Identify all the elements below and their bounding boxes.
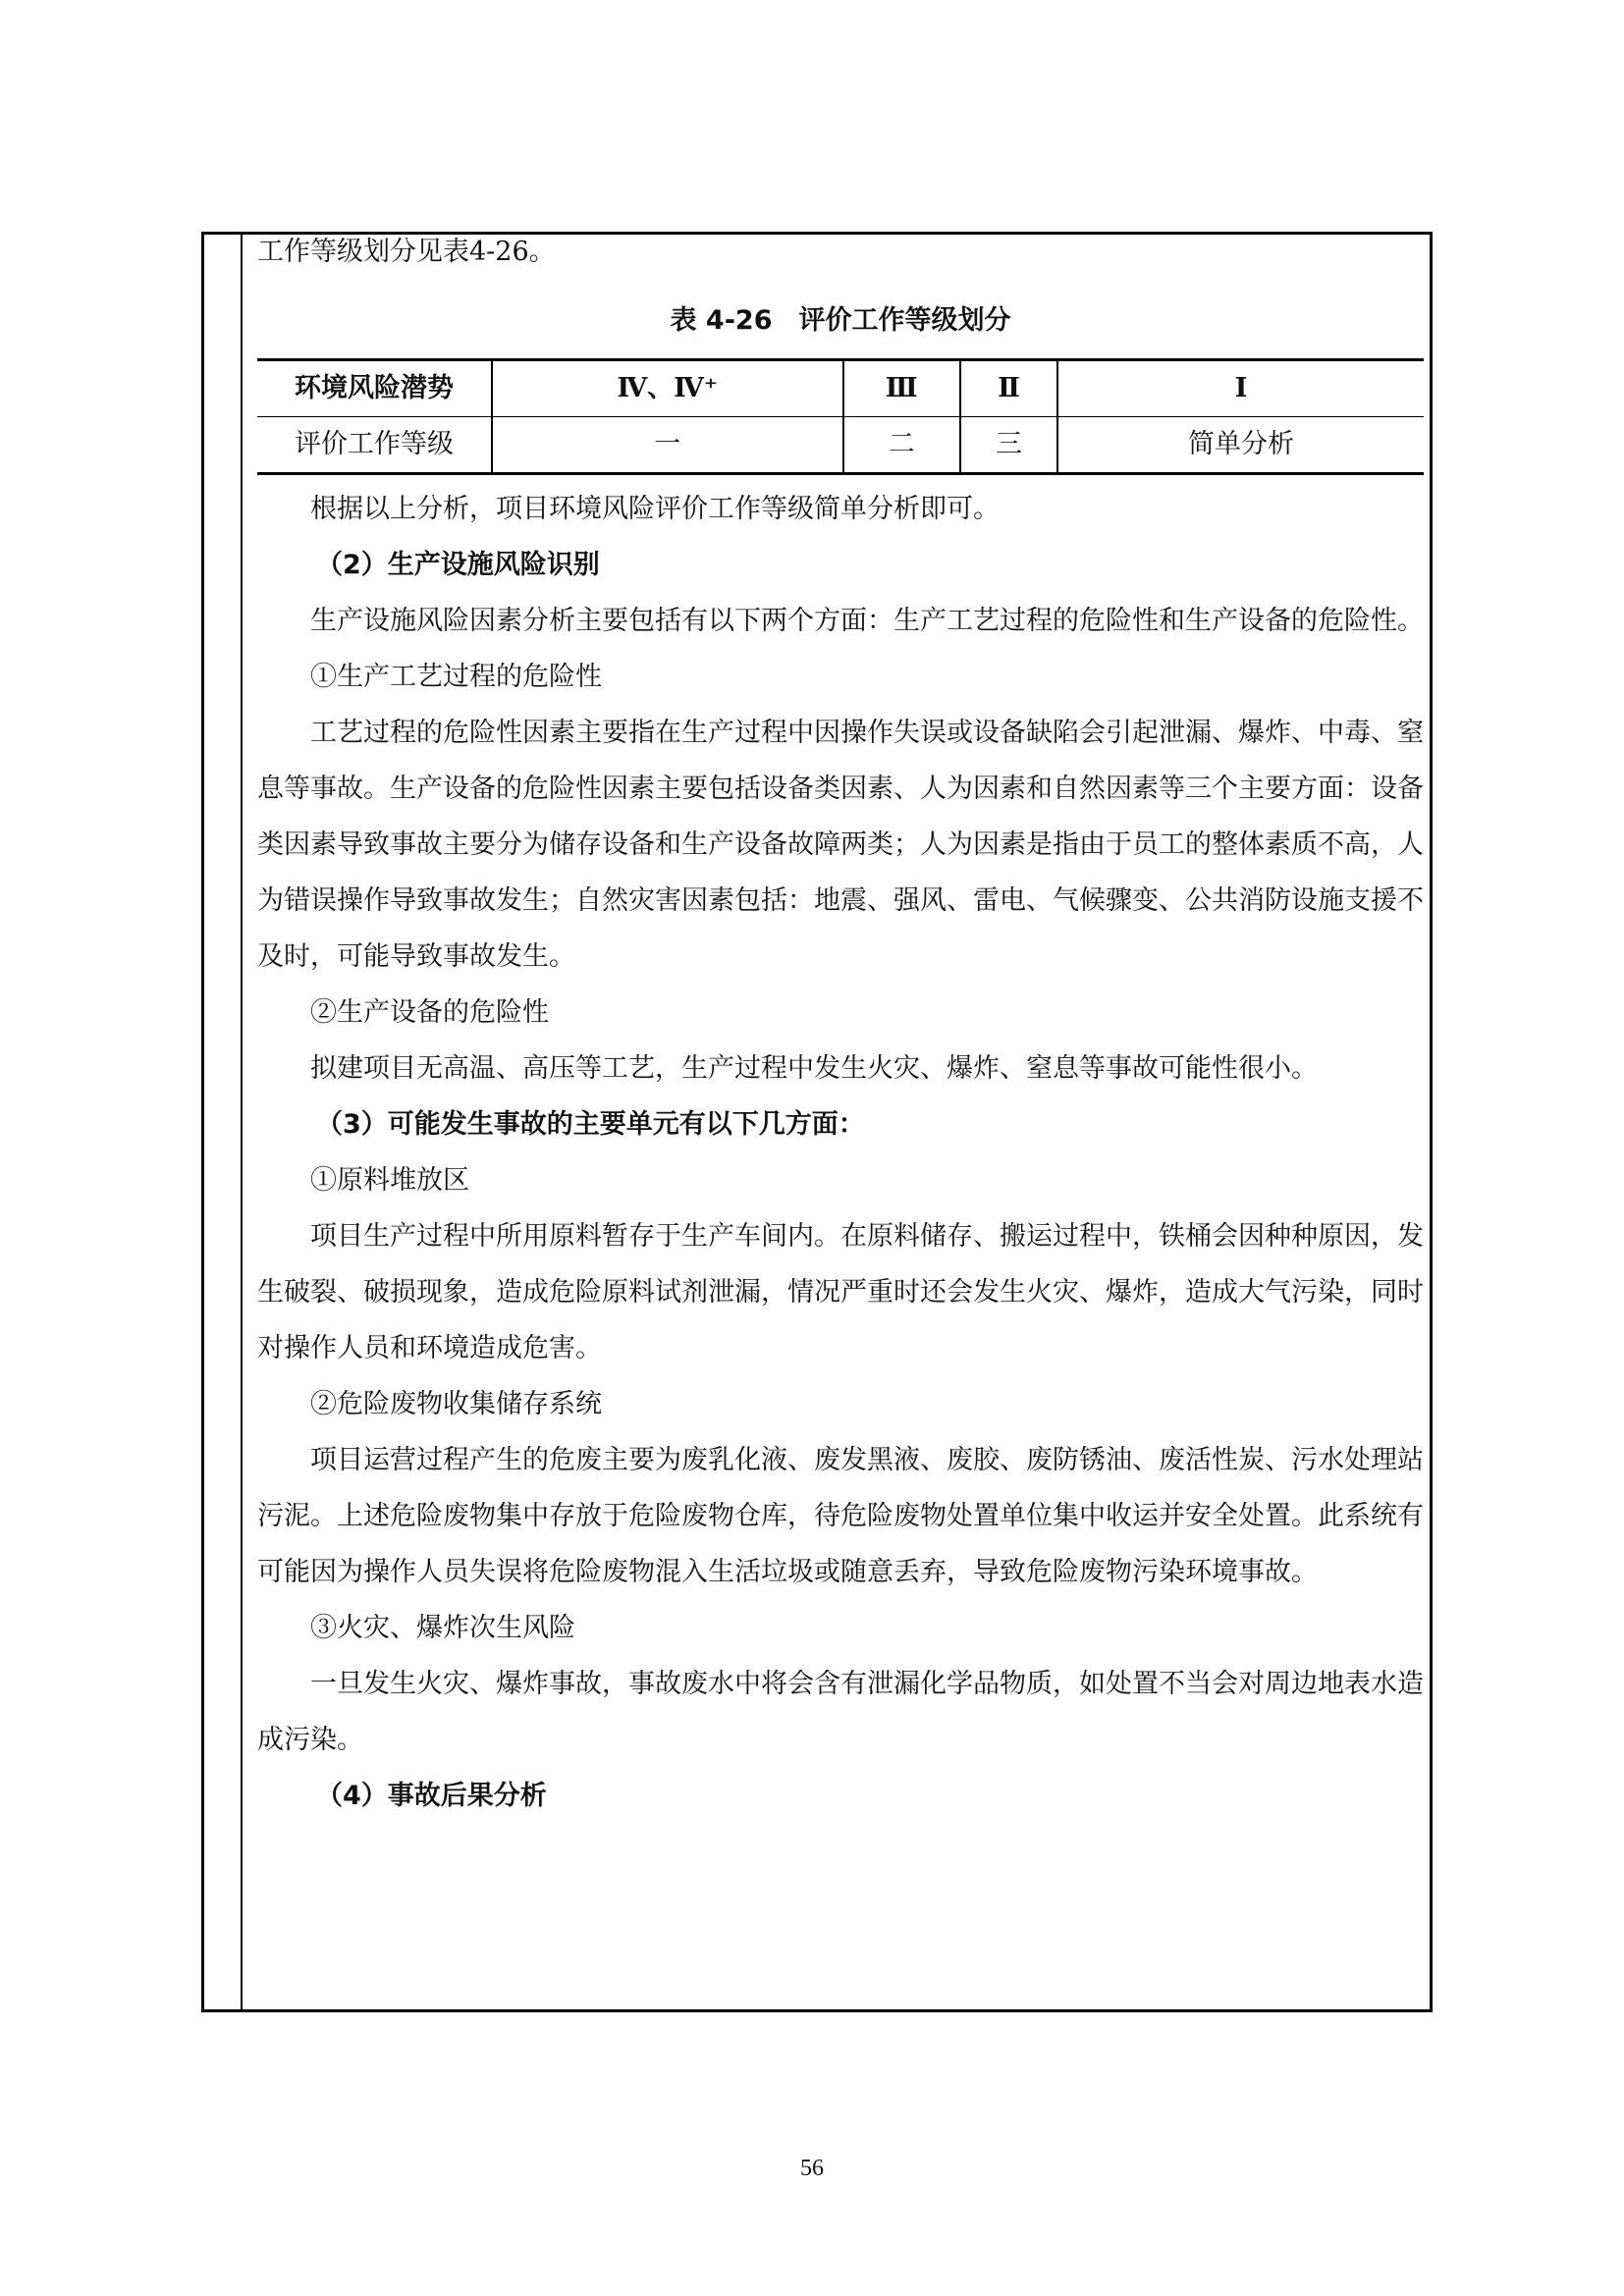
paragraph-list <box>257 481 1424 1824</box>
table-cell: 一 <box>492 417 843 474</box>
paragraph: 拟建项目无高温、高压等工艺，生产过程中发生火灾、爆炸、窒息等事故可能性很小。 <box>310 1053 1318 1084</box>
table-row <box>257 417 1424 474</box>
paragraph: ③火灾、爆炸次生风险 <box>310 1613 575 1643</box>
header-cell: Ⅰ <box>1057 360 1424 417</box>
paragraph: ②危险废物收集储存系统 <box>310 1389 602 1419</box>
paragraph: 工艺过程的危险性因素主要指在生产过程中因操作失误或设备缺陷会引起泄漏、爆炸、中毒、窒息等事故。生产设备的危险性因素主要包括设备类因素、人为因素和自然因素等三个主要方面：设备类因素导致事故主要分为储存设备和生产设备故障两类；人为因素是指由于员工的整体素质不高，人为错误操作导致事故发生；自然灾害因素包括：地震、强风、雷电、气候骤变、公共消防设施支援不及时，可能导致事故发生。 <box>257 718 1424 972</box>
header-cell: Ⅳ、Ⅳ⁺ <box>492 360 843 417</box>
intro-line: 工作等级划分见表4-26。 <box>257 237 556 267</box>
table-cell: 二 <box>843 417 960 474</box>
grade-table <box>257 358 1424 475</box>
paragraph: ①生产工艺过程的危险性 <box>310 662 602 692</box>
paragraph: 根据以上分析，项目环境风险评价工作等级简单分析即可。 <box>310 494 1000 524</box>
paragraph: ①原料堆放区 <box>310 1165 469 1196</box>
table-cell: 评价工作等级 <box>295 429 454 459</box>
header-cell: 环境风险潜势 <box>257 360 492 417</box>
section-heading: （3）可能发生事故的主要单元有以下几方面： <box>316 1109 865 1140</box>
section-heading: （4）事故后果分析 <box>316 1781 547 1811</box>
table-cell: 简单分析 <box>1057 417 1424 474</box>
header-cell: Ⅱ <box>960 360 1057 417</box>
frame-divider <box>241 232 243 2012</box>
table-cell: 三 <box>960 417 1057 474</box>
document-body <box>257 232 1424 1824</box>
paragraph: 一旦发生火灾、爆炸事故，事故废水中将会含有泄漏化学品物质，如处置不当会对周边地表水造成污染。 <box>257 1669 1424 1755</box>
page-number: 56 <box>800 2156 824 2181</box>
table-header-row <box>257 360 1424 417</box>
paragraph: 项目运营过程产生的危废主要为废乳化液、废发黑液、废胶、废防锈油、废活性炭、污水处理站污泥。上述危险废物集中存放于危险废物仓库，待危险废物处置单位集中收运并安全处置。此系统有可能因为操作人员失误将危险废物混入生活垃圾或随意丢弃，导致危险废物污染环境事故。 <box>257 1445 1424 1587</box>
section-heading: （2）生产设施风险识别 <box>316 550 600 580</box>
paragraph: 生产设施风险因素分析主要包括有以下两个方面：生产工艺过程的危险性和生产设备的危险性。 <box>310 606 1424 636</box>
paragraph: ②生产设备的危险性 <box>310 997 549 1028</box>
table-caption: 表 4-26 评价工作等级划分 <box>670 305 1011 336</box>
header-cell: Ⅲ <box>843 360 960 417</box>
paragraph: 项目生产过程中所用原料暂存于生产车间内。在原料储存、搬运过程中，铁桶会因种种原因，发生破裂、破损现象，造成危险原料试剂泄漏，情况严重时还会发生火灾、爆炸，造成大气污染，同时对操作人员和环境造成危害。 <box>257 1221 1424 1363</box>
